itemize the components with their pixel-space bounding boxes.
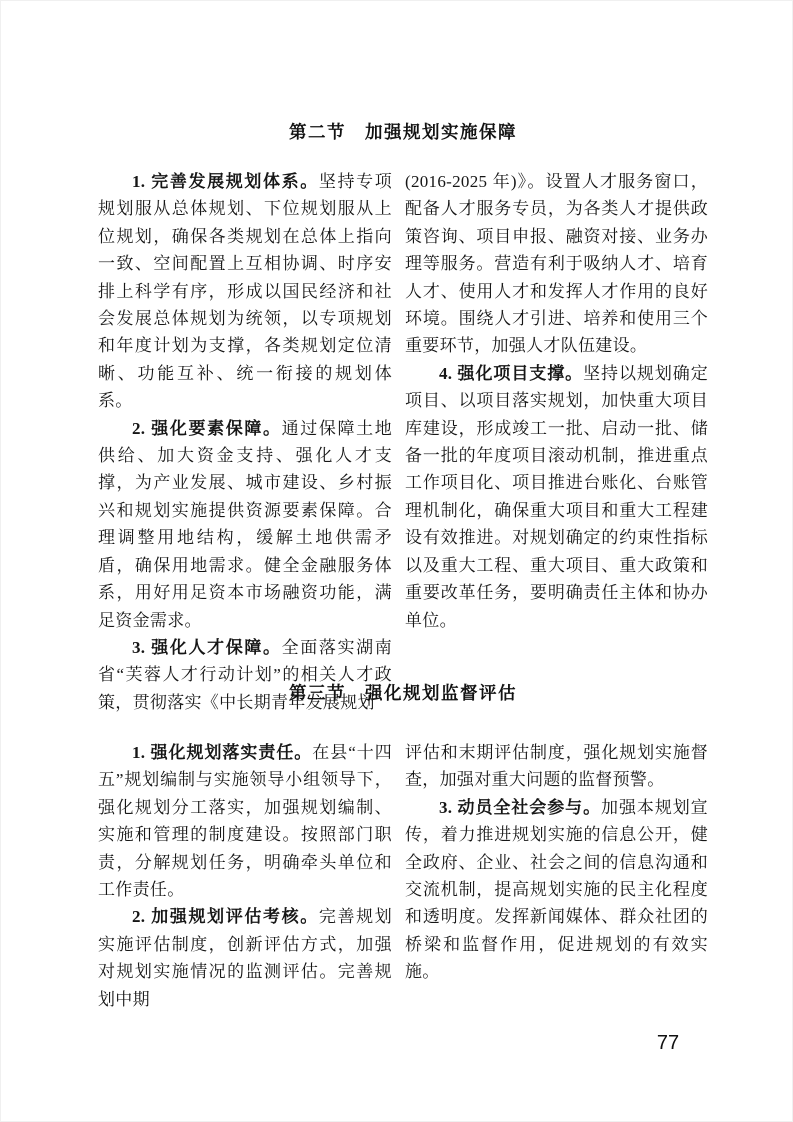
paragraph-continuation xyxy=(405,739,708,794)
paragraph xyxy=(405,360,708,634)
section-3-left-column xyxy=(98,739,392,1013)
paragraph-continuation xyxy=(405,168,708,360)
paragraph xyxy=(405,794,708,986)
paragraph-body: 全面落实湖南省“芙蓉人才行动计划”的相关人才政策，贯彻落实《中长期青年发展规划 xyxy=(98,637,392,712)
section-3-columns xyxy=(98,739,708,1013)
paragraph-lead: 3. 强化人才保障。 xyxy=(132,637,282,657)
paragraph-body: 加强本规划宣传，着力推进规划实施的信息公开，健全政府、企业、社会之间的信息沟通和交流机制，提高规划实施的民主化程度和透明度。发挥新闻媒体、群众社团的桥梁和监督作用，促进规划的有效实施。 xyxy=(405,797,708,982)
paragraph-lead: 4. 强化项目支撑。 xyxy=(439,363,584,383)
paragraph-lead: 1. 完善发展规划体系。 xyxy=(132,172,319,191)
paragraph-lead: 3. 动员全社会参与。 xyxy=(439,797,602,817)
paragraph-body: 评估和末期评估制度，强化规划实施督查，加强对重大问题的监督预警。 xyxy=(405,743,708,790)
paragraph-body: 坚持以规划确定项目、以项目落实规划，加快重大项目库建设，形成竣工一批、启动一批、储备一批的年度项目滚动机制，推进重点工作项目化、项目推进台账化、台账管理机制化，确保重大项目和重大工程建设有效推进。对规划确定的约束性指标以及重大工程、重大项目、重大政策和重要改革任务，要明确责任主体和协办单位。 xyxy=(405,363,709,630)
paragraph xyxy=(98,168,392,415)
section-heading-3: 第三节 强化规划监督评估 xyxy=(289,683,517,703)
paragraph-body: (2016-2025 年)》。设置人才服务窗口，配备人才服务专员，为各类人才提供政策咨询、项目申报、融资对接、业务办理等服务。营造有利于吸纳人才、培育人才、使用人才和发挥人才作用的良好环境。围绕人才引进、培养和使用三个重要环节，加强人才队伍建设。 xyxy=(405,172,708,356)
paragraph-lead: 2. 加强规划评估考核。 xyxy=(132,907,319,927)
paragraph-body: 通过保障土地供给、加大资金支持、强化人才支撑，为产业发展、城市建设、乡村振兴和规划实施提供资源要素保障。合理调整用地结构，缓解土地供需矛盾，确保用地需求。健全金融服务体系，用好用足资本市场融资功能，满足资金需求。 xyxy=(98,418,392,630)
paragraph xyxy=(98,903,392,1013)
section-2-columns xyxy=(98,168,708,716)
section-2-right-column xyxy=(405,168,708,716)
section-heading-2: 第二节 加强规划实施保障 xyxy=(289,122,517,142)
page-number: 77 xyxy=(656,1032,680,1054)
paragraph-lead: 1. 强化规划落实责任。 xyxy=(132,743,313,762)
paragraph-body: 完善规划实施评估制度，创新评估方式，加强对规划实施情况的监测评估。完善规划中期 xyxy=(98,907,392,1009)
paragraph xyxy=(98,415,392,634)
section-3-right-column xyxy=(405,739,708,1013)
paragraph-lead: 2. 强化要素保障。 xyxy=(132,418,282,438)
section-2-left-column xyxy=(98,168,392,716)
paragraph xyxy=(98,739,392,903)
paragraph-body: 在县“十四五”规划编制与实施领导小组领导下，强化规划分工落实，加强规划编制、实施和管理的制度建设。按照部门职责，分解规划任务，明确牵头单位和工作责任。 xyxy=(98,743,392,900)
paragraph-body: 坚持专项规划服从总体规划、下位规划服从上位规划，确保各类规划在总体上指向一致、空间配置上互相协调、时序安排上科学有序，形成以国民经济和社会发展总体规划为统领，以专项规划和年度计划为支撑，各类规划定位清晰、功能互补、统一衔接的规划体系。 xyxy=(98,172,392,411)
